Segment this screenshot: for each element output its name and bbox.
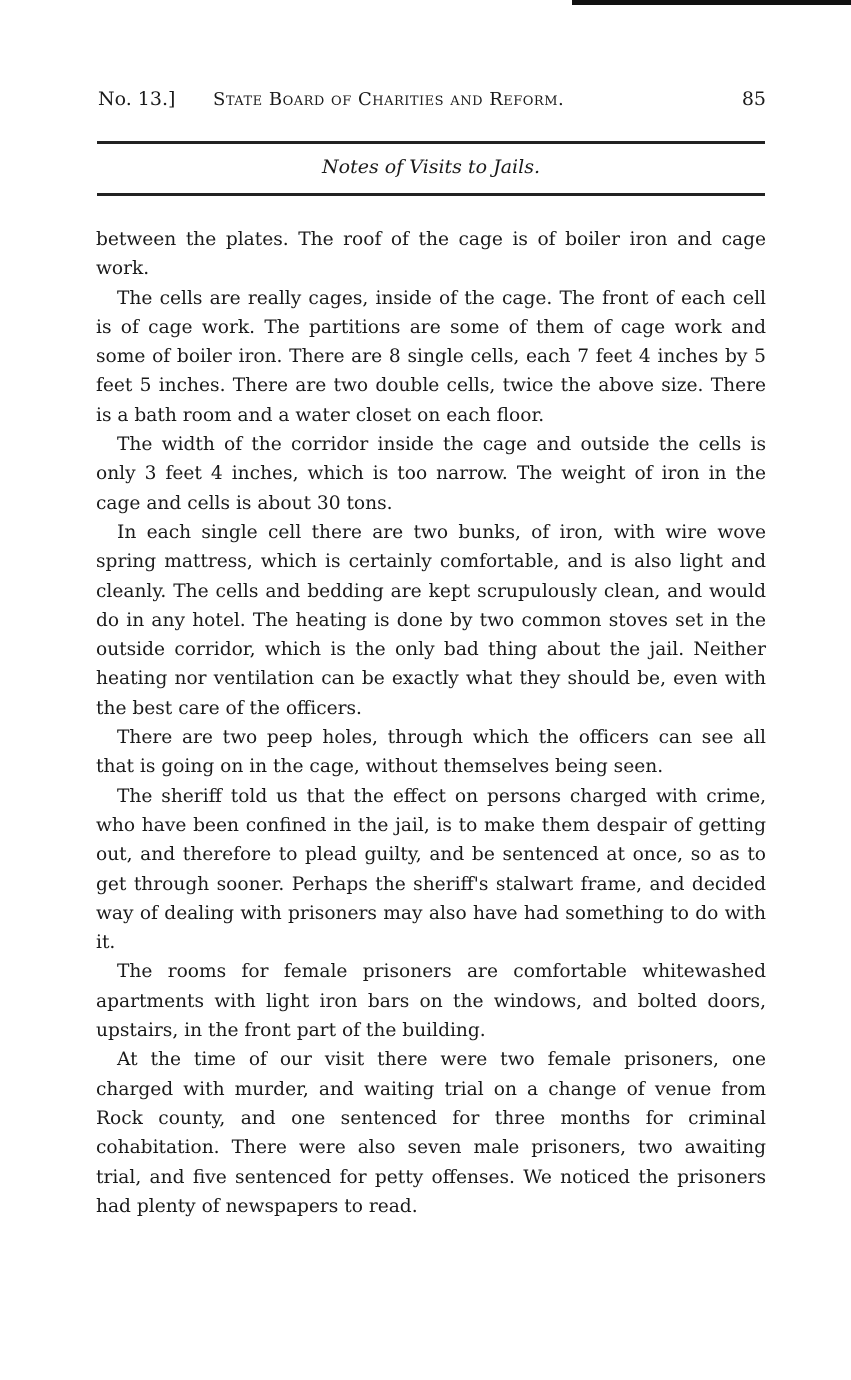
- paragraph: The rooms for female prisoners are comfortable whitewashed apartments with light iron bars on the windows, and bolted doors, upstairs, in the front part of the building.: [96, 961, 766, 1042]
- running-header: [98, 88, 766, 114]
- header-rule-bottom: [97, 193, 765, 196]
- paragraph: between the plates. The roof of the cage is of boiler iron and cage work.: [96, 229, 766, 280]
- paragraph: There are two peep holes, through which the officers can see all that is going on in the cage, without themselves being seen.: [96, 727, 766, 778]
- page-number: 85: [741, 88, 766, 110]
- body-text: [96, 225, 766, 1221]
- paragraph: At the time of our visit there were two female prisoners, one charged with murder, and waiting trial on a change of venue from Rock county, and one sentenced for three months for criminal cohabitation. There were also seven male prisoners, two awaiting trial, and five sentenced for petty offenses. We noticed the prisoners had plenty of newspapers to read.: [96, 1049, 766, 1217]
- paragraph: In each single cell there are two bunks, of iron, with wire wove spring mattress, which is certainly comfortable, and is also light and cleanly. The cells and bedding are kept scrupulously clean, and would do in any hotel. The heating is done by two common stoves set in the outside corridor, which is the only bad thing about the jail. Neither heating nor ventilation can be exactly what they should be, even with the best care of the officers.: [96, 521, 766, 719]
- section-title: Notes of Visits to Jails.: [322, 156, 540, 178]
- paragraph: The width of the corridor inside the cage and outside the cells is only 3 feet 4 inches, which is too narrow. The weight of iron in the cage and cells is about 30 tons.: [96, 434, 766, 514]
- paragraph: The sheriff told us that the effect on persons charged with crime, who have been confined in the jail, is to make them despair of getting out, and therefore to plead guilty, and be sentenced at once, so as to get through sooner. Perhaps the sheriff's stalwart frame, and decided way of dealing with prisoners may also have had something to do with it.: [96, 785, 766, 954]
- document-number: No. 13.]: [98, 88, 176, 110]
- paragraph: The cells are really cages, inside of the cage. The front of each cell is of cage work. The partitions are some of them of cage work and some of boiler iron. There are 8 single cells, each 7 feet 4 inches by 5 feet 5 inches. There are two double cells, twice the above size. There is a bath room and a water closet on each floor.: [96, 287, 766, 426]
- header-rule-top: [97, 141, 765, 144]
- running-title: State Board of Charities and Reform.: [213, 89, 565, 110]
- page-edge-line: [572, 0, 851, 5]
